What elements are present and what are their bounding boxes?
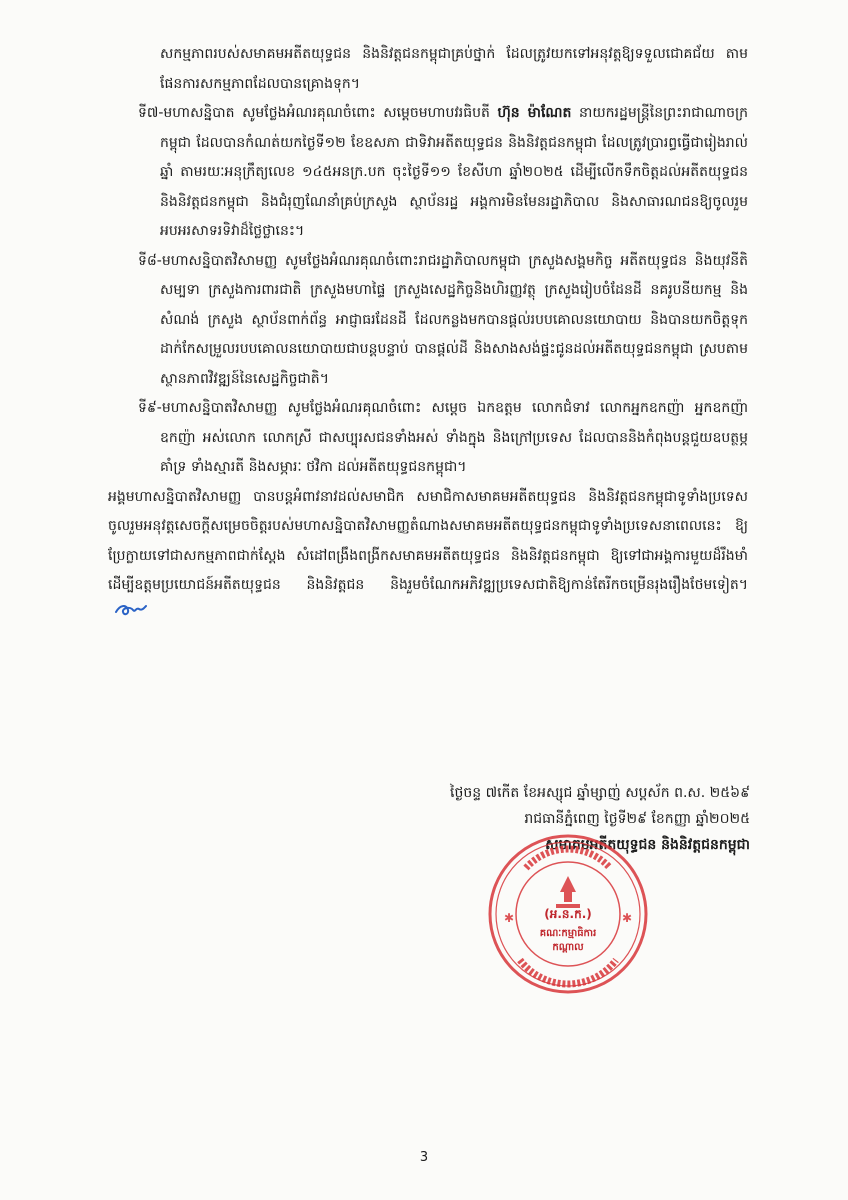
appeal-text: អង្គមហាសន្និបាតវិសាមញ្ញ បានបន្តអំពាវនាវដល់សមាជិក សមាជិកាសមាគមអតីតយុទ្ធជន និងនិវត្តជនកម្ពុជាទូទាំងប្រទេស ចូលរួមអនុវត្តសេចក្តីសម្រេចចិត្តរបស់មហាសន្និបាតវិសាមញ្ញតំណាងសមាគមអតីតយុទ្ធជនកម្ពុជាទូទាំងប្រទេសនាពេលនេះ ឱ្យប្រែក្លាយទៅជាសកម្មភាពជាក់ស្តែង សំដៅពង្រឹងពង្រីកសមាគមអតីតយុទ្ធជន និងនិវត្តជនកម្ពុជា ឱ្យទៅជាអង្គការមួយដ៏រឹងមាំ ដើម្បីឧត្តមប្រយោជន៍អតីតយុទ្ធជន និងនិវត្តជន និងរួមចំណែកអភិវឌ្ឍប្រទេសជាតិឱ្យកាន់តែរីកចម្រើនរុងរឿងថែមទៀត។	[108, 488, 748, 593]
prime-minister-name: ហ៊ុន ម៉ាណែត	[497, 105, 572, 121]
place-and-date: រាជធានីភ្នំពេញ ថ្ងៃទី២៩ ខែកញ្ញា ឆ្នាំ២០២៥	[524, 811, 750, 827]
seal-line-1: គណៈកម្មាធិការ	[539, 928, 597, 939]
paragraph-item-9: ទី៩-មហាសន្និបាតវិសាមញ្ញ សូមថ្លែងអំណរគុណចំពោះ សម្តេច ឯកឧត្តម លោកជំទាវ លោកអ្នកឧកញ៉ា អ្នកឧកញ៉ា ឧកញ៉ា អស់លោក លោកស្រី ជាសប្បុរសជនទាំងអស់ ទាំងក្នុង និងក្រៅប្រទេស ដែលបាននិងកំពុងបន្តជួយឧបត្ថម្ភគាំទ្រ ទាំងស្មារតី និងសម្ភារៈ ថវិកា ដល់អតីតយុទ្ធជនកម្ពុជា។	[138, 400, 748, 475]
svg-text:✱: ✱	[504, 911, 515, 925]
organization-name: សមាគមអតីតយុទ្ធជន និងនិវត្តជនកម្ពុជា	[545, 837, 750, 853]
seal-line-2: កណ្តាល	[552, 942, 584, 953]
svg-text:✱: ✱	[622, 911, 633, 925]
item-7-text-rest: នាយករដ្ឋមន្ត្រីនៃព្រះរាជាណាចក្រកម្ពុជា ដែលបានកំណត់យកថ្ងៃទី១២ ខែឧសភា ជាទិវាអតីតយុទ្ធជន និងនិវត្តជនកម្ពុជា ដែលត្រូវប្រារព្ធធ្វើជារៀងរាល់ឆ្នាំ តាមរយៈអនុក្រឹត្យលេខ ១៤៥អនក្រ.បក ចុះថ្ងៃទី១១ ខែសីហា ឆ្នាំ២០២៥ ដើម្បីលើកទឹកចិត្តដល់អតីតយុទ្ធជន និងនិវត្តជនកម្ពុជា និងជំរុញណែនាំគ្រប់ក្រសួង ស្ថាប័នរដ្ឋ អង្គការមិនមែនរដ្ឋាភិបាល និងសាធារណជនឱ្យចូលរួមអបអរសាទរទិវាដ៏ថ្លៃថ្លានេះ។	[160, 105, 749, 239]
lunar-date: ថ្ងៃចន្ទ ៧កើត ខែអស្សុជ ឆ្នាំម្សាញ់ សប្តស័ក ព.ស. ២៥៦៩	[450, 785, 750, 801]
handwritten-initial-mark	[114, 601, 148, 631]
paragraph-continuation: សកម្មភាពរបស់សមាគមអតីតយុទ្ធជន និងនិវត្តជនកម្ពុជាគ្រប់ថ្នាក់ ដែលត្រូវយកទៅអនុវត្តឱ្យទទួលជោគជ័យ តាមផែនការសកម្មភាពដែលបានគ្រោងទុក។	[160, 46, 748, 92]
seal-abbreviation: (អ.ន.ក.)	[544, 907, 592, 921]
official-seal	[486, 832, 650, 996]
document-body	[108, 40, 748, 631]
page-number: 3	[419, 1150, 429, 1165]
paragraph-item-8: ទី៨-មហាសន្និបាតវិសាមញ្ញ សូមថ្លែងអំណរគុណចំពោះរាជរដ្ឋាភិបាលកម្ពុជា ក្រសួងសង្គមកិច្ច អតីតយុទ្ធជន និងយុវនីតិសម្បទា ក្រសួងការពារជាតិ ក្រសួងមហាផ្ទៃ ក្រសួងសេដ្ឋកិច្ចនិងហិរញ្ញវត្ថុ ក្រសួងរៀបចំដែនដី នគរូបនីយកម្ម និងសំណង់ ក្រសួង ស្ថាប័នពាក់ព័ន្ធ អាជ្ញាធរដែនដី ដែលកន្លងមកបានផ្តល់របបគោលនយោបាយ និងបានយកចិត្តទុកដាក់កែសម្រួលរបបគោលនយោបាយជាបន្តបន្ទាប់ បានផ្តល់ដី និងសាងសង់ផ្ទះជូនដល់អតីតយុទ្ធជនកម្ពុជា ស្របតាមស្ថានភាពវិវឌ្ឍន៍នៃសេដ្ឋកិច្ចជាតិ។	[138, 252, 748, 387]
item-7-text-lead: ទី៧-មហាសន្និបាត សូមថ្លែងអំណរគុណចំពោះ សម្តេចមហាបវរធិបតី	[138, 105, 490, 121]
paragraph-appeal	[108, 483, 748, 631]
paragraph-item-7	[108, 99, 748, 247]
